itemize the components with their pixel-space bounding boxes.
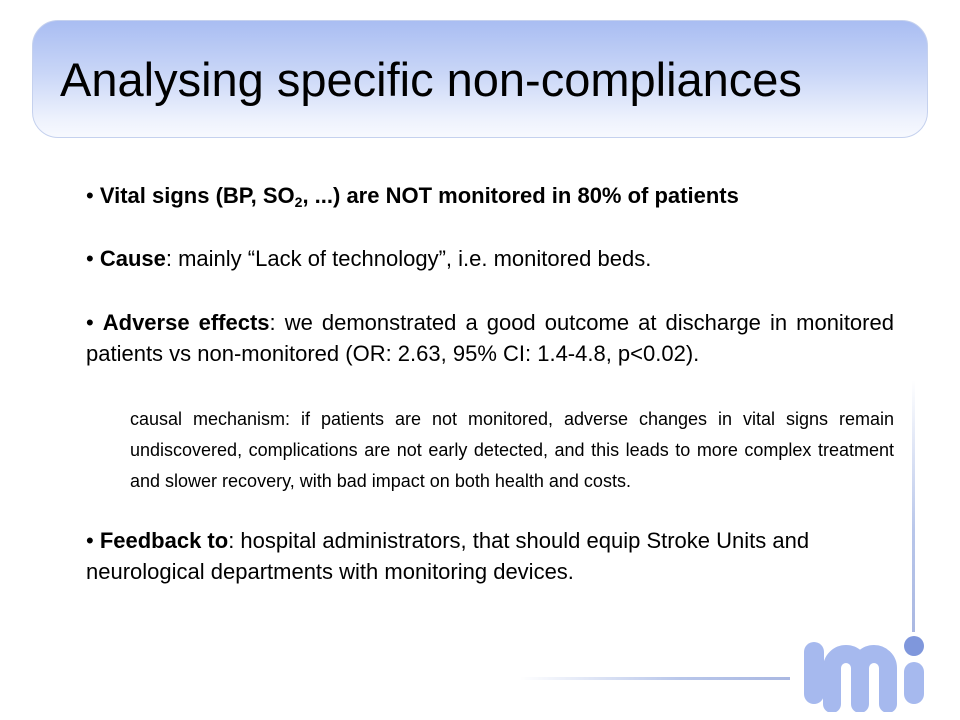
slide-title: Analysing specific non-compliances	[60, 53, 802, 106]
bullet-marker: •	[86, 528, 94, 553]
adverse-effects-text: : we demonstrated a good outcome at discharge in monitored patients vs non-monitored (OR: 2.63, 95% CI: 1.4-4.8, p<0.02).	[86, 310, 894, 366]
bullet-adverse-effects	[86, 307, 894, 369]
feedback-text: : hospital administrators, that should equip Stroke Units and neurological departments with monitoring devices.	[86, 528, 810, 584]
bullet-marker: •	[86, 310, 94, 335]
decorative-horizontal-line	[520, 677, 790, 680]
logo-letter-l	[804, 642, 824, 704]
lmi-logo	[798, 632, 938, 712]
bullet-marker: •	[86, 246, 94, 271]
vital-signs-rest: , ...) are NOT monitored in 80% of patients	[302, 183, 739, 208]
vital-signs-subscript: 2	[294, 194, 303, 210]
logo-i-dot	[904, 636, 924, 656]
causal-mechanism-note: causal mechanism: if patients are not monitored, adverse changes in vital signs remain undiscovered, complications are not early detected, and this leads to more complex treatment and slower recovery, with bad impact on both health and costs.	[130, 409, 894, 491]
bullet-vital-signs	[86, 180, 894, 211]
logo-letter-m	[832, 654, 888, 704]
feedback-label: Feedback to	[99, 528, 229, 553]
vital-signs-lead: Vital signs (BP, SO	[99, 183, 295, 208]
slide-body	[86, 180, 894, 587]
bullet-marker: •	[86, 183, 94, 208]
decorative-vertical-line	[912, 380, 915, 632]
cause-label: Cause	[99, 246, 166, 271]
bullet-cause	[86, 243, 894, 274]
adverse-effects-label: Adverse effects	[102, 310, 270, 335]
cause-text: : mainly “Lack of technology”, i.e. monitored beds.	[165, 246, 652, 271]
logo-letter-i	[904, 662, 924, 704]
bullet-feedback	[86, 525, 894, 587]
